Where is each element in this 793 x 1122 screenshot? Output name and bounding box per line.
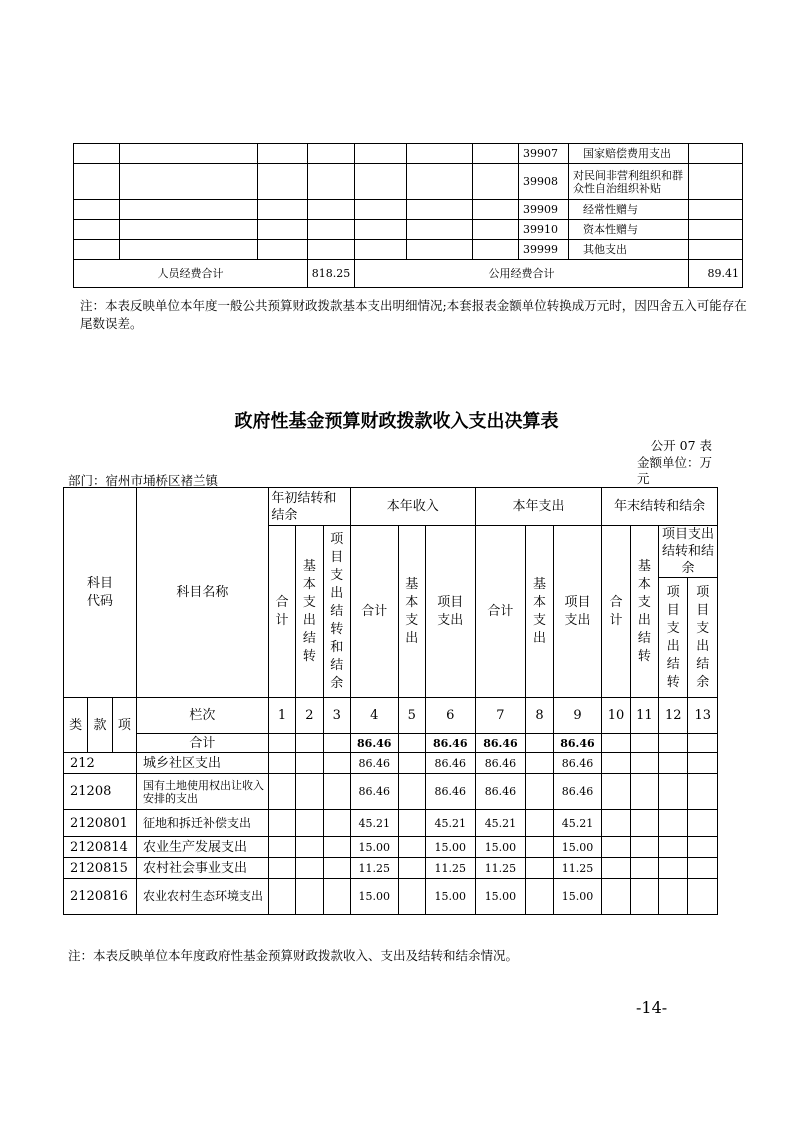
row-income-total: 11.25 — [350, 858, 398, 879]
row-income-total: 86.46 — [350, 774, 398, 810]
row-name: 农村社会事业支出 — [137, 858, 269, 879]
subject-code: 39910 — [519, 220, 569, 240]
header-subject-code: 科目代码 — [64, 488, 137, 698]
personnel-total-label: 人员经费合计 — [74, 260, 308, 288]
header-current-income: 本年收入 — [350, 488, 475, 526]
header-project: 项目支出 — [553, 526, 602, 698]
row-expense-total: 15.00 — [475, 879, 526, 915]
subject-code: 39908 — [519, 164, 569, 200]
header-project-carry: 项目支出结转和结余 — [323, 526, 350, 698]
form-number: 公开 07 表 — [650, 438, 712, 453]
sum-income-total: 86.46 — [350, 734, 398, 753]
row-expense-total: 15.00 — [475, 837, 526, 858]
row-expense-total: 11.25 — [475, 858, 526, 879]
row-expense-total: 45.21 — [475, 810, 526, 837]
table-row — [64, 879, 718, 915]
subject-name: 经常性赠与 — [569, 200, 689, 220]
column-index: 3 — [323, 698, 350, 734]
row-code: 2120801 — [64, 810, 137, 837]
column-index: 11 — [630, 698, 658, 734]
column-index: 9 — [553, 698, 602, 734]
header-total: 合计 — [268, 526, 295, 698]
row-code: 2120816 — [64, 879, 137, 915]
header-total: 合计 — [350, 526, 398, 698]
table-row — [74, 164, 743, 200]
row-expense-project: 45.21 — [553, 810, 602, 837]
column-index: 7 — [475, 698, 526, 734]
row-expense-project: 86.46 — [553, 753, 602, 774]
header-total: 合计 — [475, 526, 526, 698]
header-basic: 基本支出 — [398, 526, 425, 698]
sum-row — [64, 734, 718, 753]
header-basic: 基本支出 — [526, 526, 553, 698]
row-expense-project: 15.00 — [553, 837, 602, 858]
summary-row — [74, 260, 743, 288]
header-row — [64, 488, 718, 526]
row-income-total: 15.00 — [350, 837, 398, 858]
header-kuan: 款 — [88, 698, 112, 753]
row-income-project: 15.00 — [425, 879, 475, 915]
column-index: 12 — [659, 698, 688, 734]
row-name: 农业农村生态环境支出 — [137, 879, 269, 915]
row-income-project: 86.46 — [425, 774, 475, 810]
personnel-total-value: 818.25 — [308, 260, 355, 288]
subject-code: 39999 — [519, 240, 569, 260]
row-code: 2120815 — [64, 858, 137, 879]
sum-label: 合计 — [137, 734, 269, 753]
header-current-expense: 本年支出 — [475, 488, 602, 526]
table-row — [64, 810, 718, 837]
row-name: 国有土地使用权出让收入安排的支出 — [137, 774, 269, 810]
subject-code: 39907 — [519, 144, 569, 164]
table-row — [74, 144, 743, 164]
public-total-value: 89.41 — [689, 260, 743, 288]
header-basic-carry: 基本支出结转 — [630, 526, 658, 698]
table-row — [74, 200, 743, 220]
column-index: 4 — [350, 698, 398, 734]
header-lei: 类 — [64, 698, 88, 753]
basic-expenditure-detail-table — [73, 143, 743, 288]
column-index-row — [64, 698, 718, 734]
header-subject-name: 科目名称 — [137, 488, 269, 698]
sum-expense-total: 86.46 — [475, 734, 526, 753]
row-income-project: 15.00 — [425, 837, 475, 858]
amount-unit: 金额单位：万元 — [637, 455, 713, 486]
row-code: 212 — [64, 753, 137, 774]
header-project-surplus: 项目支出结余 — [688, 578, 718, 698]
table-row — [64, 774, 718, 810]
table-row — [74, 240, 743, 260]
row-expense-project: 15.00 — [553, 879, 602, 915]
table-row — [74, 220, 743, 240]
public-total-label: 公用经费合计 — [355, 260, 689, 288]
row-expense-total: 86.46 — [475, 774, 526, 810]
page-title: 政府性基金预算财政拨款收入支出决算表 — [234, 411, 559, 432]
header-basic-carry: 基本支出结转 — [296, 526, 323, 698]
subject-name: 资本性赠与 — [569, 220, 689, 240]
subject-code: 39909 — [519, 200, 569, 220]
header-opening-balance: 年初结转和结余 — [268, 488, 350, 526]
row-income-total: 86.46 — [350, 753, 398, 774]
row-expense-project: 11.25 — [553, 858, 602, 879]
department-label: 部门：宿州市埇桥区褚兰镇 — [68, 473, 219, 488]
table-row — [64, 753, 718, 774]
row-income-total: 45.21 — [350, 810, 398, 837]
header-total: 合计 — [602, 526, 630, 698]
row-name: 农业生产发展支出 — [137, 837, 269, 858]
subject-name: 国家赔偿费用支出 — [569, 144, 689, 164]
subject-name: 其他支出 — [569, 240, 689, 260]
header-project-carry2: 项目支出结转 — [659, 578, 688, 698]
header-xiang: 项 — [112, 698, 136, 753]
row-expense-project: 86.46 — [553, 774, 602, 810]
subject-name: 对民间非营利组织和群众性自治组织补贴 — [569, 164, 689, 200]
row-income-project: 86.46 — [425, 753, 475, 774]
sum-income-project: 86.46 — [425, 734, 475, 753]
sum-expense-project: 86.46 — [553, 734, 602, 753]
row-income-project: 11.25 — [425, 858, 475, 879]
row-expense-total: 86.46 — [475, 753, 526, 774]
header-closing-balance: 年末结转和结余 — [602, 488, 718, 526]
column-index: 2 — [296, 698, 323, 734]
header-project: 项目支出 — [425, 526, 475, 698]
column-index: 1 — [268, 698, 295, 734]
column-index: 8 — [526, 698, 553, 734]
table-row — [64, 858, 718, 879]
row-name: 城乡社区支出 — [137, 753, 269, 774]
column-label: 栏次 — [137, 698, 269, 734]
column-index: 10 — [602, 698, 630, 734]
row-name: 征地和拆迁补偿支出 — [137, 810, 269, 837]
column-index: 13 — [688, 698, 718, 734]
row-income-total: 15.00 — [350, 879, 398, 915]
table-note: 注：本表反映单位本年度一般公共预算财政拨款基本支出明细情况;本套报表金额单位转换成万元时，因四舍五入可能存在尾数误差。 — [80, 298, 747, 331]
row-income-project: 45.21 — [425, 810, 475, 837]
table-note: 注：本表反映单位本年度政府性基金预算财政拨款收入、支出及结转和结余情况。 — [68, 948, 519, 963]
fund-budget-table — [63, 487, 718, 915]
header-project-carry-group: 项目支出结转和结余 — [659, 526, 718, 578]
table-row — [64, 837, 718, 858]
row-code: 2120814 — [64, 837, 137, 858]
page-number: -14- — [636, 998, 668, 1017]
column-index: 6 — [425, 698, 475, 734]
column-index: 5 — [398, 698, 425, 734]
row-code: 21208 — [64, 774, 137, 810]
